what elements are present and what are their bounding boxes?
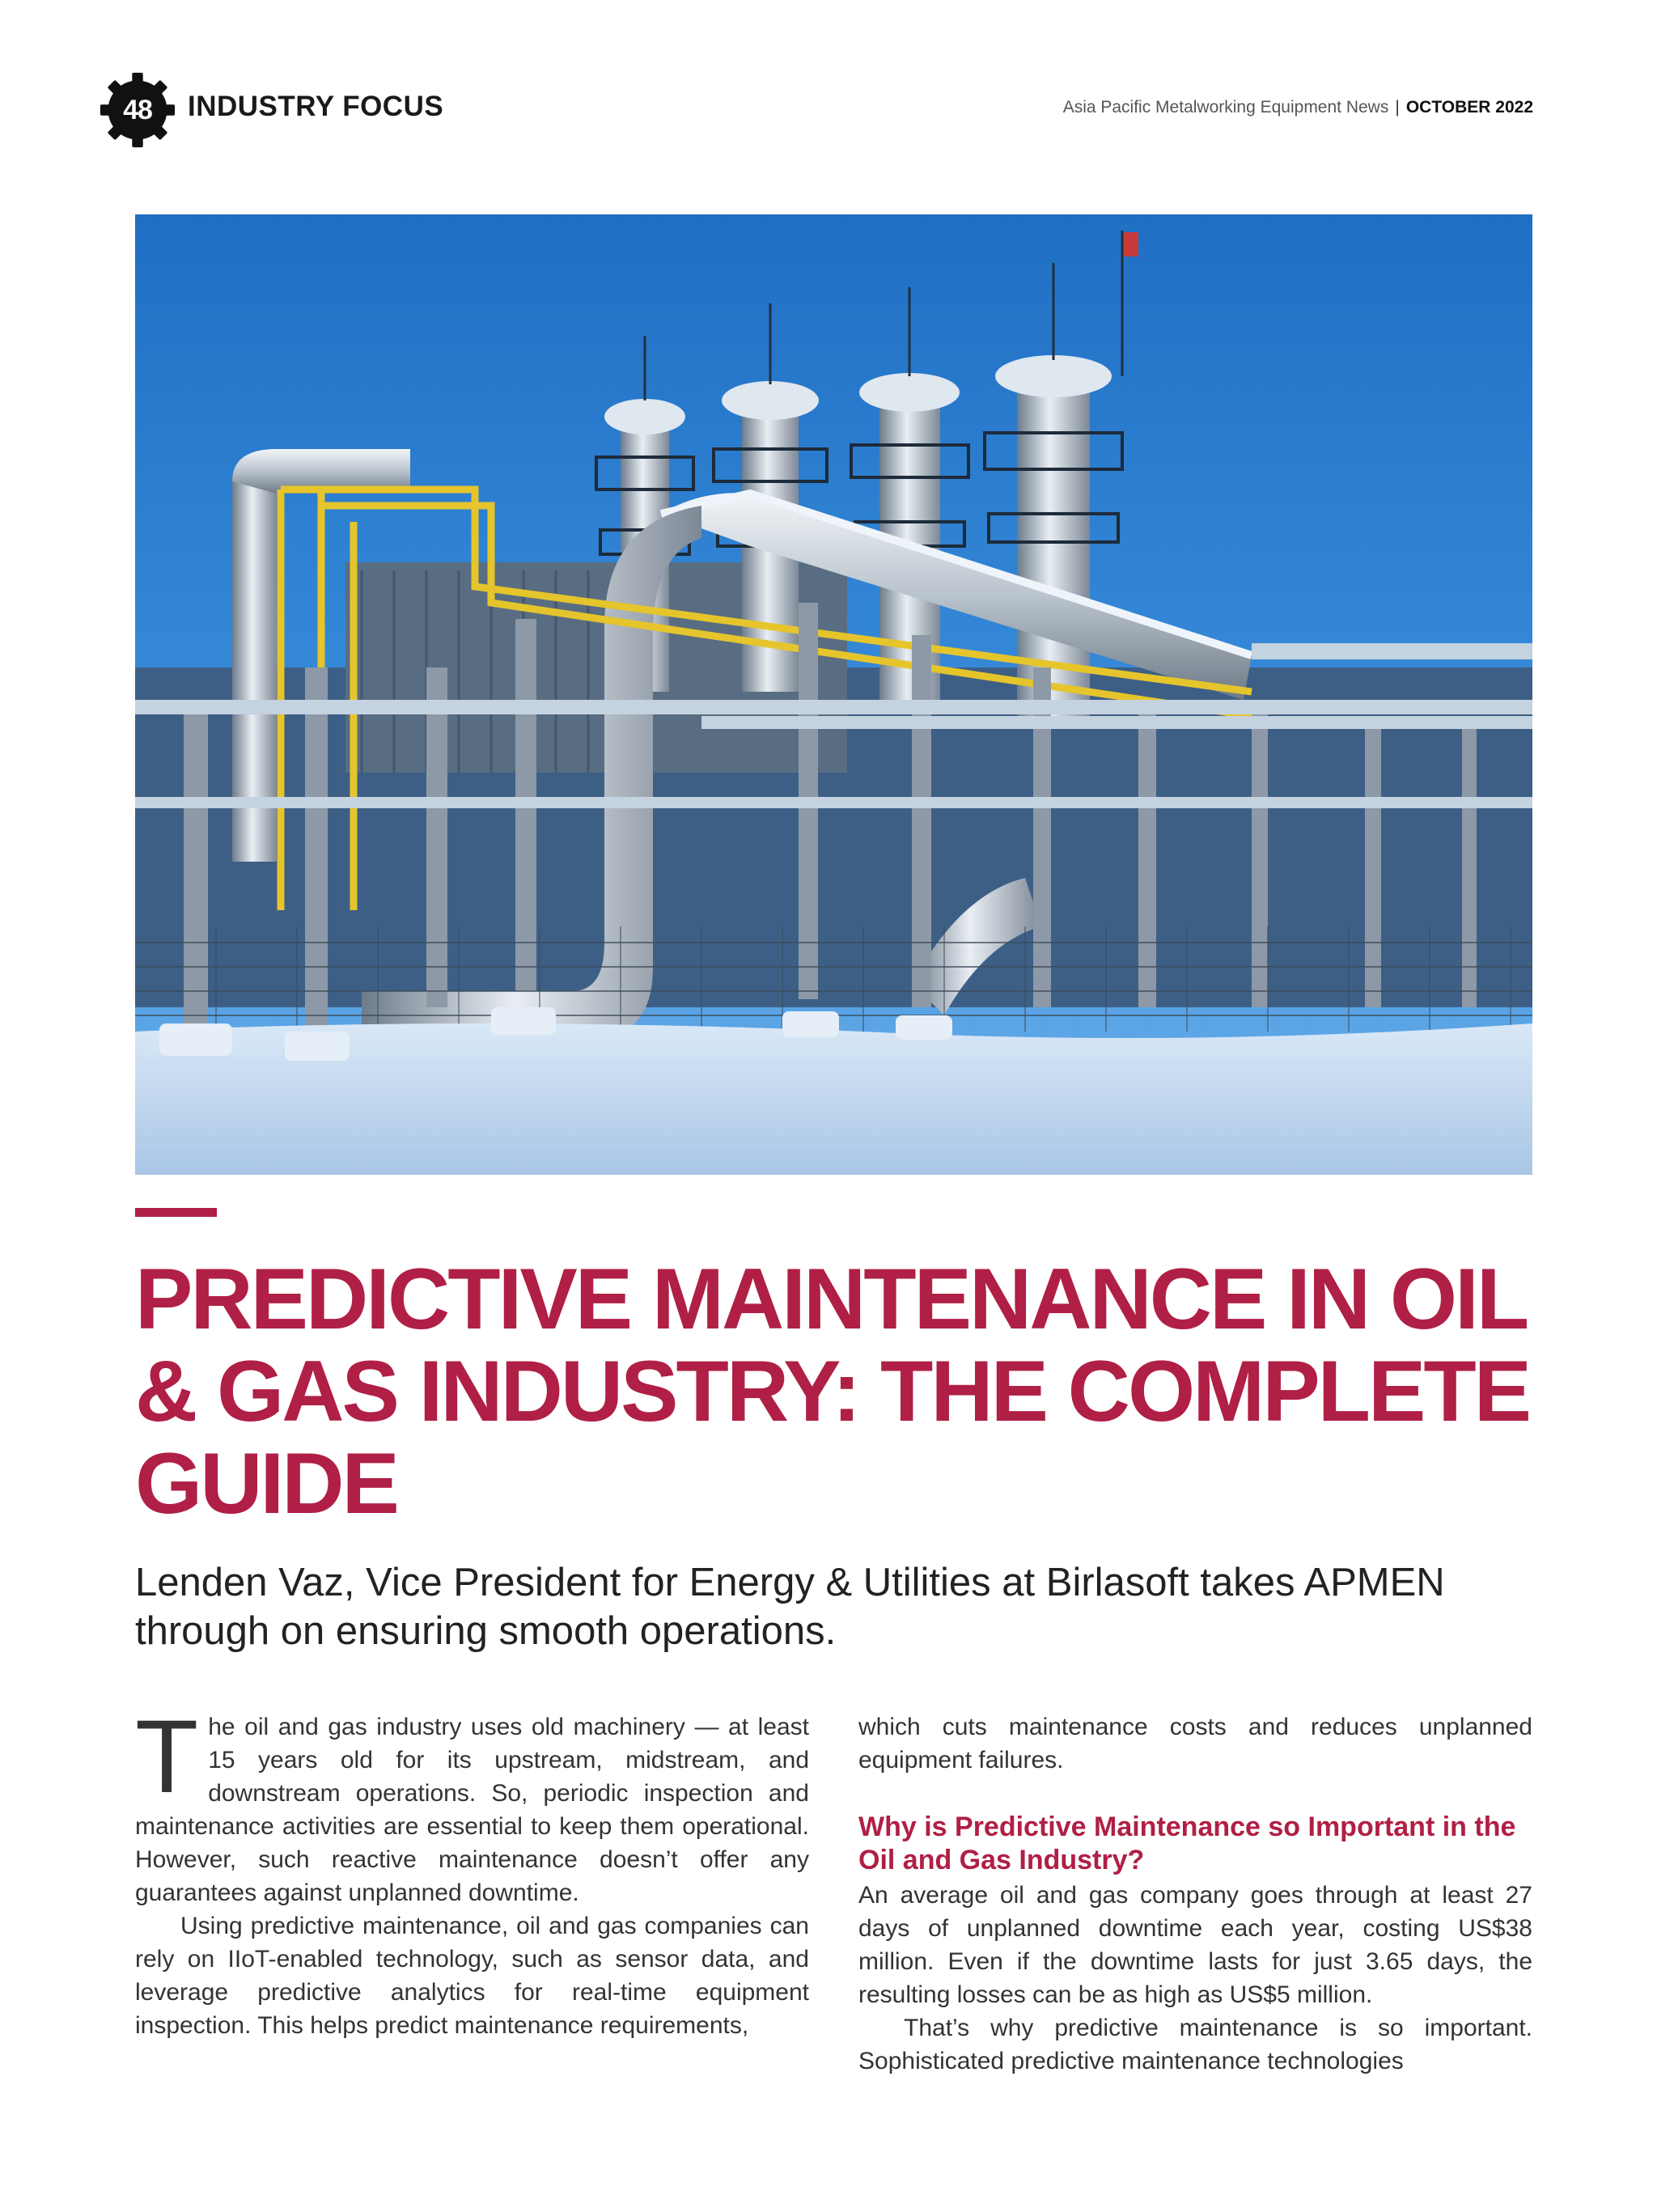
page-header	[0, 0, 1657, 162]
body-paragraph: That’s why predictive maintenance is so important. Sophisticated predictive maintenance technologies	[858, 2015, 1532, 2074]
article-headline: PREDICTIVE MAINTENANCE IN OIL & GAS INDUSTRY: THE COMPLETE GUIDE	[135, 1250, 1530, 1532]
hero-image	[135, 214, 1532, 1175]
body-paragraph: Using predictive maintenance, oil and gas companies can rely on IIoT-enabled technology, such as sensor data, and leverage predictive analytics for real-time equipment inspection. This helps predict maintenance requirements,	[135, 1913, 809, 2039]
issue-date: OCTOBER 2022	[1405, 98, 1533, 117]
header-separator: |	[1395, 98, 1400, 117]
section-subhead: Why is Predictive Maintenance so Important in the Oil and Gas Industry?	[858, 1812, 1516, 1875]
body-column-left	[135, 1699, 809, 2042]
paragraph-text: he oil and gas industry uses old machinery — at least 15 years old for its upstream, midstream, and downstream operations. So, periodic inspection and maintenance activities are essential to keep them operational. However, such reactive maintenance doesn’t offer any guarantees against unplanned downtime.	[135, 1714, 809, 1906]
drop-cap: T	[135, 1699, 199, 1815]
body-paragraph: which cuts maintenance costs and reduces unplanned equipment failures.	[858, 1714, 1532, 1773]
article-standfirst: Lenden Vaz, Vice President for Energy & Utilities at Birlasoft takes APMEN through on ensuring smooth operations.	[135, 1561, 1445, 1653]
publication-name: Asia Pacific Metalworking Equipment News	[1062, 98, 1389, 117]
accent-bar	[135, 1208, 217, 1217]
body-column-right	[858, 1710, 1532, 2078]
body-paragraph: An average oil and gas company goes through at least 27 days of unplanned downtime each year, costing US$38 million. Even if the downtime lasts for just 3.65 days, the resulting losses can be as high as US$5 million.	[858, 1882, 1532, 2008]
section-label: INDUSTRY FOCUS	[188, 91, 444, 122]
publication-info	[1063, 98, 1533, 117]
body-paragraph	[135, 1699, 809, 1909]
page-number: 48	[123, 94, 152, 125]
